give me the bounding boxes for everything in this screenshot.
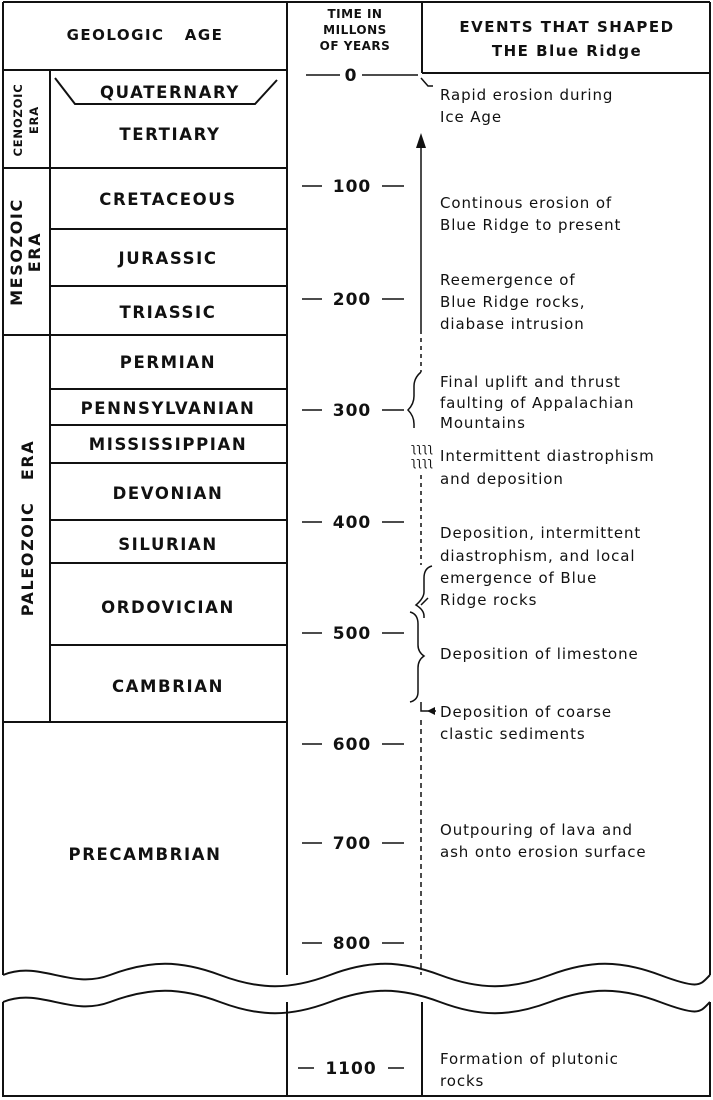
tick-200 — [302, 290, 404, 310]
event-10-line-1: Formation of plutonic — [440, 1050, 619, 1068]
header-events-line-2: THE Blue Ridge — [491, 42, 643, 60]
period-mississippian: MISSISSIPPIAN — [88, 435, 248, 454]
period-ordovician: ORDOVICIAN — [101, 598, 235, 617]
event-6-line-1: Deposition, intermittent — [440, 524, 642, 542]
squiggle-marks-2: ʅʅʅʅ — [411, 455, 434, 469]
tick-label-800: 800 — [332, 934, 372, 954]
tick-400 — [302, 513, 404, 533]
event-4-line-2: faulting of Appalachian — [440, 394, 635, 412]
period-quaternary: QUATERNARY — [100, 83, 240, 102]
period-permian: PERMIAN — [119, 353, 217, 372]
period-silurian: SILURIAN — [118, 535, 218, 554]
tick-800 — [302, 934, 404, 954]
era-cenozoic-line-2: ERA — [27, 105, 41, 135]
event-1-line-1: Rapid erosion during — [440, 86, 614, 104]
event-8-line-2: clastic sediments — [440, 725, 586, 743]
event-2-line-1: Continous erosion of — [440, 194, 613, 212]
period-cambrian: CAMBRIAN — [111, 677, 225, 696]
period-jurassic: JURASSIC — [118, 249, 218, 268]
event-3-line-1: Reemergence of — [440, 271, 576, 289]
tick-label-400: 400 — [332, 513, 372, 533]
event-2-line-2: Blue Ridge to present — [440, 216, 622, 234]
event-8-line-1: Deposition of coarse — [440, 703, 613, 721]
event-4-line-3: Mountains — [440, 414, 526, 432]
tick-label-1100: 1100 — [325, 1059, 377, 1079]
header-time-line-1: TIME IN — [327, 7, 383, 21]
arrow-left-icon — [427, 707, 435, 715]
tick-label-200: 200 — [332, 290, 372, 310]
period-pennsylvanian: PENNSYLVANIAN — [80, 399, 256, 418]
tick-label-700: 700 — [332, 834, 372, 854]
tick-label-500: 500 — [332, 624, 372, 644]
event-6-line-3: emergence of Blue — [440, 569, 598, 587]
period-precambrian: PRECAMBRIAN — [68, 845, 222, 864]
era-mesozoic-line-2: ERA — [25, 231, 44, 273]
arrow-up-icon — [416, 133, 426, 148]
era-cenozoic-line-1: CENOZOIC — [11, 83, 25, 157]
time-scale — [298, 66, 418, 1079]
period-devonian: DEVONIAN — [112, 484, 224, 503]
tick-300 — [302, 401, 404, 421]
tick-label-100: 100 — [332, 177, 372, 197]
period-cretaceous: CRETACEOUS — [99, 190, 237, 209]
event-texts — [440, 86, 655, 1090]
era-paleozoic: PALEOZOIC ERA — [18, 439, 37, 617]
event-1-line-2: Ice Age — [440, 108, 502, 126]
tick-600 — [302, 735, 404, 755]
header-events-line-1: EVENTS THAT SHAPED — [459, 18, 675, 36]
event-10-line-2: rocks — [440, 1072, 485, 1090]
tick-500 — [302, 624, 404, 644]
header-time-line-3: OF YEARS — [319, 39, 391, 53]
event-6-line-2: diastrophism, and local — [440, 547, 636, 565]
period-triassic: TRIASSIC — [119, 303, 217, 322]
era-mesozoic-line-1: MESOZOIC — [7, 198, 26, 306]
tick-label-300: 300 — [332, 401, 372, 421]
tick-100 — [302, 177, 404, 197]
tick-0 — [306, 66, 418, 86]
event-4-line-1: Final uplift and thrust — [440, 373, 621, 391]
event-7-line-1: Deposition of limestone — [440, 645, 639, 663]
tick-700 — [302, 834, 404, 854]
period-tertiary: TERTIARY — [119, 125, 221, 144]
squiggle-marks-1: ʅʅʅʅ — [411, 441, 434, 455]
header-geologic-age: GEOLOGIC AGE — [66, 26, 224, 44]
tick-label-600: 600 — [332, 735, 372, 755]
event-9-line-1: Outpouring of lava and — [440, 821, 633, 839]
tick-label-0: 0 — [344, 66, 358, 86]
event-9-line-2: ash onto erosion surface — [440, 843, 647, 861]
event-5-line-2: and deposition — [440, 470, 564, 488]
tick-1100 — [298, 1059, 404, 1079]
event-6-line-4: Ridge rocks — [440, 591, 538, 609]
event-3-line-3: diabase intrusion — [440, 315, 585, 333]
event-timeline — [408, 78, 436, 975]
header-time-line-2: MILLONS — [323, 23, 387, 37]
event-3-line-2: Blue Ridge rocks, — [440, 293, 586, 311]
event-5-line-1: Intermittent diastrophism — [440, 447, 655, 465]
